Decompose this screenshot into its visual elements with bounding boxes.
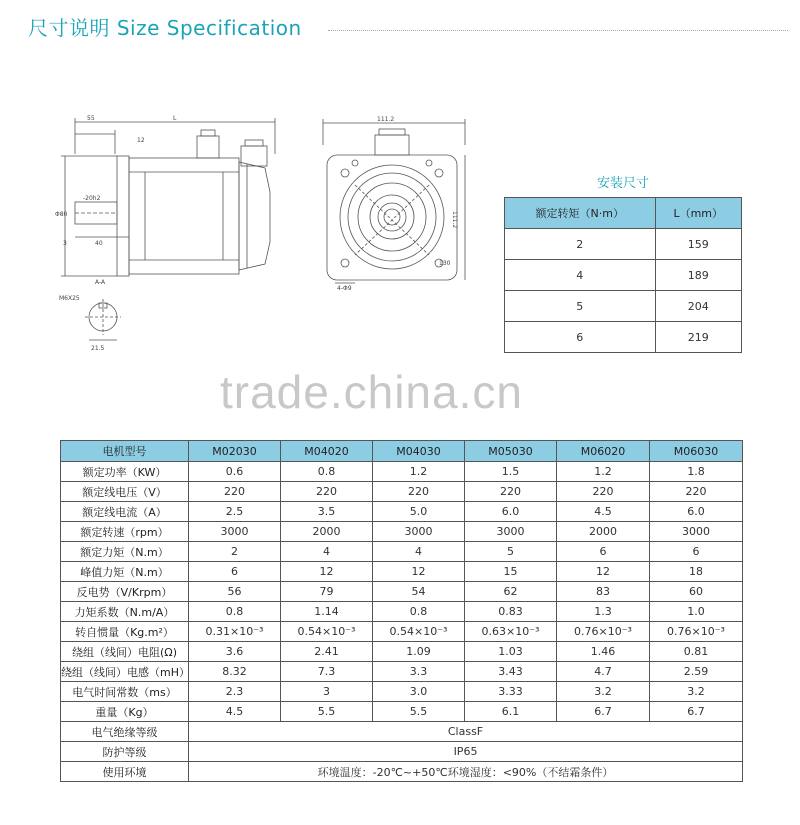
spec-cell: 6.7 xyxy=(557,702,650,722)
install-title: 安装尺寸 xyxy=(596,176,649,191)
spec-cell: 0.81 xyxy=(650,642,743,662)
spec-cell: 4 xyxy=(373,542,465,562)
install-header-torque: 额定转矩（N·m） xyxy=(505,198,656,229)
spec-cell: 18 xyxy=(650,562,743,582)
spec-cell: 2000 xyxy=(557,522,650,542)
spec-cell: 12 xyxy=(557,562,650,582)
spec-cell: 1.2 xyxy=(557,462,650,482)
spec-cell: 6.0 xyxy=(465,502,557,522)
spec-row-label: 额定线电压（V） xyxy=(61,482,189,502)
spec-cell: 3.0 xyxy=(373,682,465,702)
spec-cell: 3.33 xyxy=(465,682,557,702)
spec-header-model: M06030 xyxy=(650,441,743,462)
install-cell: 6 xyxy=(505,322,656,353)
spec-row-label: 力矩系数（N.m/A） xyxy=(61,602,189,622)
spec-row-label: 转自惯量（Kg.m²） xyxy=(61,622,189,642)
spec-cell: 4.5 xyxy=(557,502,650,522)
spec-cell: 3.2 xyxy=(557,682,650,702)
side-dim-55: 55 xyxy=(87,115,95,122)
install-row xyxy=(505,322,742,353)
front-dim-height: 111.2 xyxy=(451,211,458,229)
install-cell: 159 xyxy=(655,229,742,260)
spec-cell: 60 xyxy=(650,582,743,602)
spec-header-row xyxy=(61,441,743,462)
spec-cell: 5 xyxy=(465,542,557,562)
spec-cell: 2.5 xyxy=(189,502,281,522)
spec-row xyxy=(61,582,743,602)
spec-cell: 6 xyxy=(557,542,650,562)
spec-row xyxy=(61,482,743,502)
spec-cell: 6.0 xyxy=(650,502,743,522)
spec-cell: 12 xyxy=(281,562,373,582)
spec-cell: 3.2 xyxy=(650,682,743,702)
spec-cell: 15 xyxy=(465,562,557,582)
install-cell: 219 xyxy=(655,322,742,353)
spec-cell: 1.09 xyxy=(373,642,465,662)
spec-row xyxy=(61,682,743,702)
spec-cell: 0.76×10⁻³ xyxy=(650,622,743,642)
spec-header-model: M02030 xyxy=(189,441,281,462)
spec-cell: 220 xyxy=(465,482,557,502)
spec-cell: 5.0 xyxy=(373,502,465,522)
spec-cell: 3 xyxy=(281,682,373,702)
spec-cell: 2.59 xyxy=(650,662,743,682)
header-divider xyxy=(328,30,788,31)
side-dim-40: 40 xyxy=(95,240,103,247)
side-section-label: A-A xyxy=(95,279,106,286)
spec-header-model: M06020 xyxy=(557,441,650,462)
spec-cell: 220 xyxy=(557,482,650,502)
spec-row-label: 电气时间常数（ms） xyxy=(61,682,189,702)
spec-cell: 3.6 xyxy=(189,642,281,662)
spec-header-model: M05030 xyxy=(465,441,557,462)
spec-cell: 0.83 xyxy=(465,602,557,622)
spec-cell: 1.2 xyxy=(373,462,465,482)
spec-span-value: ClassF xyxy=(189,722,743,742)
spec-span-row xyxy=(61,762,743,782)
side-dim-3: 3 xyxy=(63,240,67,247)
spec-row-label: 反电势（V/Krpm） xyxy=(61,582,189,602)
spec-row xyxy=(61,522,743,542)
spec-span-value: IP65 xyxy=(189,742,743,762)
spec-cell: 2.3 xyxy=(189,682,281,702)
spec-row-label: 额定线电流（A） xyxy=(61,502,189,522)
spec-row xyxy=(61,602,743,622)
spec-cell: 62 xyxy=(465,582,557,602)
spec-cell: 3.3 xyxy=(373,662,465,682)
install-header-length: L（mm） xyxy=(655,198,742,229)
spec-cell: 1.03 xyxy=(465,642,557,662)
spec-cell: 220 xyxy=(189,482,281,502)
install-cell: 2 xyxy=(505,229,656,260)
spec-cell: 6.1 xyxy=(465,702,557,722)
spec-cell: 0.54×10⁻³ xyxy=(281,622,373,642)
section-dim-21: 21.5 xyxy=(91,345,105,352)
spec-cell: 0.63×10⁻³ xyxy=(465,622,557,642)
spec-row xyxy=(61,562,743,582)
front-dim-width: 111.2 xyxy=(377,116,395,123)
spec-cell: 7.3 xyxy=(281,662,373,682)
install-table xyxy=(504,197,742,353)
install-dimensions xyxy=(504,172,742,353)
spec-cell: 6.7 xyxy=(650,702,743,722)
section-dim-m: M6X25 xyxy=(59,295,80,302)
side-dim-12: 12 xyxy=(137,137,145,144)
spec-cell: 220 xyxy=(650,482,743,502)
watermark: trade.china.cn xyxy=(220,366,523,418)
spec-row xyxy=(61,462,743,482)
spec-cell: 4.5 xyxy=(189,702,281,722)
spec-cell: 0.76×10⁻³ xyxy=(557,622,650,642)
spec-row xyxy=(61,542,743,562)
spec-header-model: M04020 xyxy=(281,441,373,462)
spec-cell: 1.0 xyxy=(650,602,743,622)
install-header-row xyxy=(505,198,742,229)
motor-front-view-drawing xyxy=(315,115,475,290)
spec-cell: 3000 xyxy=(373,522,465,542)
spec-header-model: M04030 xyxy=(373,441,465,462)
spec-cell: 0.31×10⁻³ xyxy=(189,622,281,642)
spec-cell: 3000 xyxy=(465,522,557,542)
spec-cell: 5.5 xyxy=(373,702,465,722)
spec-span-value: 环境温度：-20℃~+50℃环境湿度：<90%（不结霜条件） xyxy=(189,762,743,782)
spec-row-label: 额定力矩（N.m） xyxy=(61,542,189,562)
page-title: 尺寸说明 Size Specification xyxy=(28,16,302,40)
spec-cell: 6 xyxy=(650,542,743,562)
spec-cell: 79 xyxy=(281,582,373,602)
spec-row xyxy=(61,502,743,522)
page-header xyxy=(28,10,788,40)
spec-cell: 2.41 xyxy=(281,642,373,662)
spec-cell: 1.8 xyxy=(650,462,743,482)
spec-cell: 83 xyxy=(557,582,650,602)
spec-row-label: 重量（Kg） xyxy=(61,702,189,722)
side-dim-20: -20h2 xyxy=(83,195,101,202)
spec-cell: 8.32 xyxy=(189,662,281,682)
front-dim-130: 130 xyxy=(439,260,451,267)
side-dim-phi: Φ80 xyxy=(55,211,68,218)
spec-cell: 3.43 xyxy=(465,662,557,682)
spec-row xyxy=(61,622,743,642)
spec-row-label: 防护等级 xyxy=(61,742,189,762)
spec-cell: 2 xyxy=(189,542,281,562)
spec-row-label: 使用环境 xyxy=(61,762,189,782)
spec-cell: 220 xyxy=(373,482,465,502)
spec-row xyxy=(61,662,743,682)
spec-row-label: 电气绝缘等级 xyxy=(61,722,189,742)
spec-cell: 0.8 xyxy=(281,462,373,482)
spec-cell: 1.14 xyxy=(281,602,373,622)
spec-row-label: 绕组（线间）电阻(Ω) xyxy=(61,642,189,662)
spec-cell: 0.8 xyxy=(189,602,281,622)
spec-cell: 54 xyxy=(373,582,465,602)
spec-row-label: 峰值力矩（N.m） xyxy=(61,562,189,582)
spec-table xyxy=(60,440,743,782)
install-cell: 204 xyxy=(655,291,742,322)
install-row xyxy=(505,291,742,322)
motor-side-view-drawing xyxy=(55,112,295,382)
spec-cell: 220 xyxy=(281,482,373,502)
spec-cell: 2000 xyxy=(281,522,373,542)
spec-cell: 1.3 xyxy=(557,602,650,622)
spec-cell: 5.5 xyxy=(281,702,373,722)
install-cell: 5 xyxy=(505,291,656,322)
spec-span-row xyxy=(61,722,743,742)
spec-row-label: 绕组（线间）电感（mH） xyxy=(61,662,189,682)
spec-row xyxy=(61,702,743,722)
spec-row-label: 额定转速（rpm） xyxy=(61,522,189,542)
spec-cell: 3000 xyxy=(189,522,281,542)
spec-cell: 3.5 xyxy=(281,502,373,522)
side-dim-l: L xyxy=(173,115,177,122)
spec-cell: 6 xyxy=(189,562,281,582)
spec-header-model-label: 电机型号 xyxy=(61,441,189,462)
install-row xyxy=(505,260,742,291)
spec-cell: 3000 xyxy=(650,522,743,542)
spec-cell: 12 xyxy=(373,562,465,582)
install-cell: 189 xyxy=(655,260,742,291)
spec-cell: 0.6 xyxy=(189,462,281,482)
install-row xyxy=(505,229,742,260)
spec-cell: 1.46 xyxy=(557,642,650,662)
spec-span-row xyxy=(61,742,743,762)
spec-cell: 0.54×10⁻³ xyxy=(373,622,465,642)
spec-cell: 1.5 xyxy=(465,462,557,482)
spec-row-label: 额定功率（KW） xyxy=(61,462,189,482)
spec-cell: 56 xyxy=(189,582,281,602)
front-dim-holes: 4-Φ9 xyxy=(337,285,352,290)
spec-cell: 4 xyxy=(281,542,373,562)
spec-cell: 0.8 xyxy=(373,602,465,622)
spec-row xyxy=(61,642,743,662)
spec-cell: 4.7 xyxy=(557,662,650,682)
install-cell: 4 xyxy=(505,260,656,291)
